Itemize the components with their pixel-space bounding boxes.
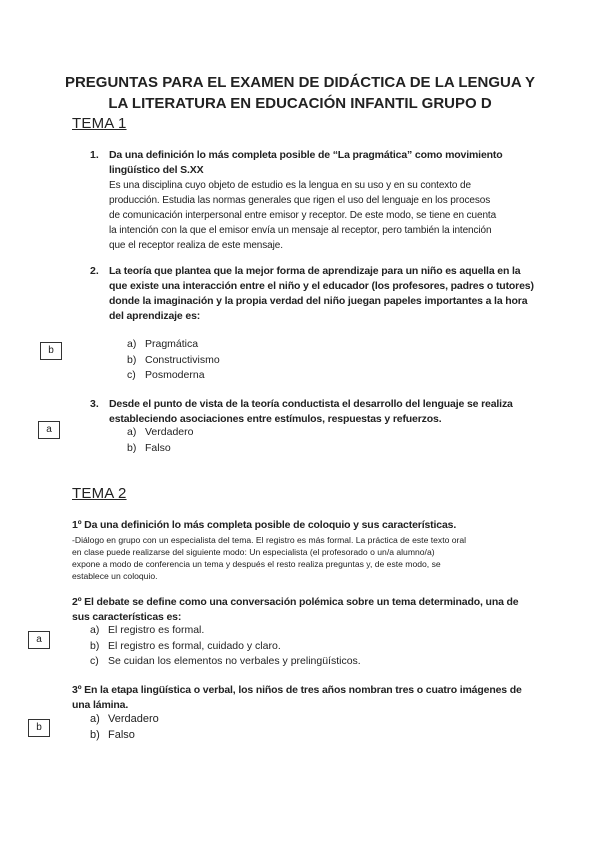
tema1-heading: TEMA 1	[72, 115, 127, 132]
option-text: El registro es formal.	[108, 624, 205, 636]
option-letter: c)	[127, 369, 136, 381]
option-text: Falso	[145, 441, 171, 454]
tema1-q1-question-line: Da una definición lo más completa posible de “La pragmática” como movimiento	[109, 149, 503, 161]
tema2-q2-question-line: 2º El debate se define como una conversación polémica sobre un tema determinado, una de	[72, 596, 519, 608]
tema2-q1-answer-line: expone a modo de conferencia un tema y después el resto realiza preguntas y, de este modo, se	[72, 559, 441, 569]
option-letter: a)	[90, 624, 100, 636]
option-item[interactable]	[90, 623, 361, 639]
tema2-heading: TEMA 2	[72, 485, 127, 502]
tema1-q1-question-line: lingüístico del S.XX	[109, 164, 204, 176]
tema1-q2	[109, 264, 539, 324]
option-letter: b)	[127, 441, 137, 454]
option-letter: c)	[90, 655, 99, 667]
tema1-q1-answer-line: de comunicación interpersonal entre emisor y receptor. De este modo, se tiene en cuenta	[109, 210, 497, 221]
tema1-q3-answer-box[interactable]: a	[38, 421, 60, 439]
tema2-q1-question: 1º Da una definición lo más completa posible de coloquio y sus características.	[72, 519, 457, 531]
option-item[interactable]	[127, 353, 220, 369]
tema1-q2-question-line: del aprendizaje es:	[109, 310, 201, 322]
option-text: Pragmática	[145, 338, 199, 350]
tema2-q1-answer-line: -Diálogo en grupo con un especialista del tema. El registro es más formal. La práctica de este texto oral	[72, 535, 467, 545]
tema1-q1-answer-line: Es una disciplina cuyo objeto de estudio es la lengua en su uso y en su contexto de	[109, 180, 471, 191]
tema1-q1-number: 1.	[90, 149, 99, 161]
option-text: Constructivismo	[145, 353, 220, 366]
option-letter: a)	[127, 426, 137, 438]
page-title	[60, 72, 540, 114]
tema1-q2-question-line: que existe una interacción entre el niño y el educador (los profesores, padres o tutores)	[109, 280, 534, 292]
tema2-q2-question-line: sus características es:	[72, 611, 182, 623]
option-text: Se cuidan los elementos no verbales y prelingüísticos.	[108, 655, 361, 667]
tema2-q1-answer-line: establece un coloquio.	[72, 571, 158, 581]
option-item[interactable]	[90, 654, 361, 670]
option-text: Verdadero	[108, 713, 159, 725]
tema1-q1-answer-line: que el receptor realiza de este mensaje.	[109, 240, 283, 251]
tema1-q2-question-line: donde la imaginación y la propia verdad del niño juegan papeles importantes a la hora	[109, 295, 528, 307]
option-letter: b)	[90, 728, 100, 741]
option-item[interactable]	[90, 639, 361, 655]
tema2-q3	[72, 683, 532, 713]
tema2-q3-options	[90, 712, 159, 743]
tema1-q3-options	[127, 425, 193, 456]
option-item[interactable]	[90, 728, 159, 744]
tema1-q3-question-line: estableciendo asociaciones entre estímulos, respuestas y refuerzos.	[109, 413, 442, 425]
option-text: El registro es formal, cuidado y claro.	[108, 639, 281, 652]
option-letter: b)	[90, 639, 100, 652]
tema2-q3-question-line: una lámina.	[72, 699, 129, 711]
option-letter: a)	[127, 338, 137, 350]
tema1-q1	[109, 148, 539, 253]
tema1-q3-number: 3.	[90, 398, 99, 410]
tema2-q2-options	[90, 623, 361, 670]
tema2-q3-answer-box[interactable]: b	[28, 719, 50, 737]
tema1-q1-answer-line: producción. Estudia las normas generales que rigen el uso del lenguaje en los procesos	[109, 195, 491, 206]
option-text: Posmoderna	[145, 369, 205, 381]
title-line-2: LA LITERATURA EN EDUCACIÓN INFANTIL GRUPO D	[108, 95, 492, 112]
option-letter: b)	[127, 353, 137, 366]
tema2-q1-answer-line: en clase puede realizarse del siguiente modo: Un especialista (el profesorado o un/a alumno/a)	[72, 547, 435, 557]
option-item[interactable]	[127, 337, 220, 353]
tema1-q2-answer-box[interactable]: b	[40, 342, 62, 360]
option-item[interactable]	[127, 425, 193, 441]
tema1-q1-answer-line: la intención con la que el emisor envía un mensaje al receptor, pero también la intención	[109, 225, 492, 236]
tema2-q2	[72, 595, 532, 625]
title-line-1: PREGUNTAS PARA EL EXAMEN DE DIDÁCTICA DE LA LENGUA Y	[64, 74, 536, 91]
tema1-q3-question-line: Desde el punto de vista de la teoría conductista el desarrollo del lenguaje se realiza	[109, 398, 513, 410]
option-item[interactable]	[127, 441, 193, 457]
tema2-q2-answer-box[interactable]: a	[28, 631, 50, 649]
tema1-q3	[109, 397, 539, 427]
option-item[interactable]	[127, 368, 220, 384]
option-item[interactable]	[90, 712, 159, 728]
option-text: Verdadero	[145, 426, 194, 438]
tema1-q2-number: 2.	[90, 265, 99, 277]
tema2-q1	[72, 518, 532, 582]
tema2-q3-question-line: 3º En la etapa lingüística o verbal, los niños de tres años nombran tres o cuatro imágenes de	[72, 684, 522, 696]
tema1-q2-question-line: La teoría que plantea que la mejor forma de aprendizaje para un niño es aquella en la	[109, 265, 521, 277]
tema1-q2-options	[127, 337, 220, 384]
option-letter: a)	[90, 713, 100, 725]
option-text: Falso	[108, 728, 135, 741]
